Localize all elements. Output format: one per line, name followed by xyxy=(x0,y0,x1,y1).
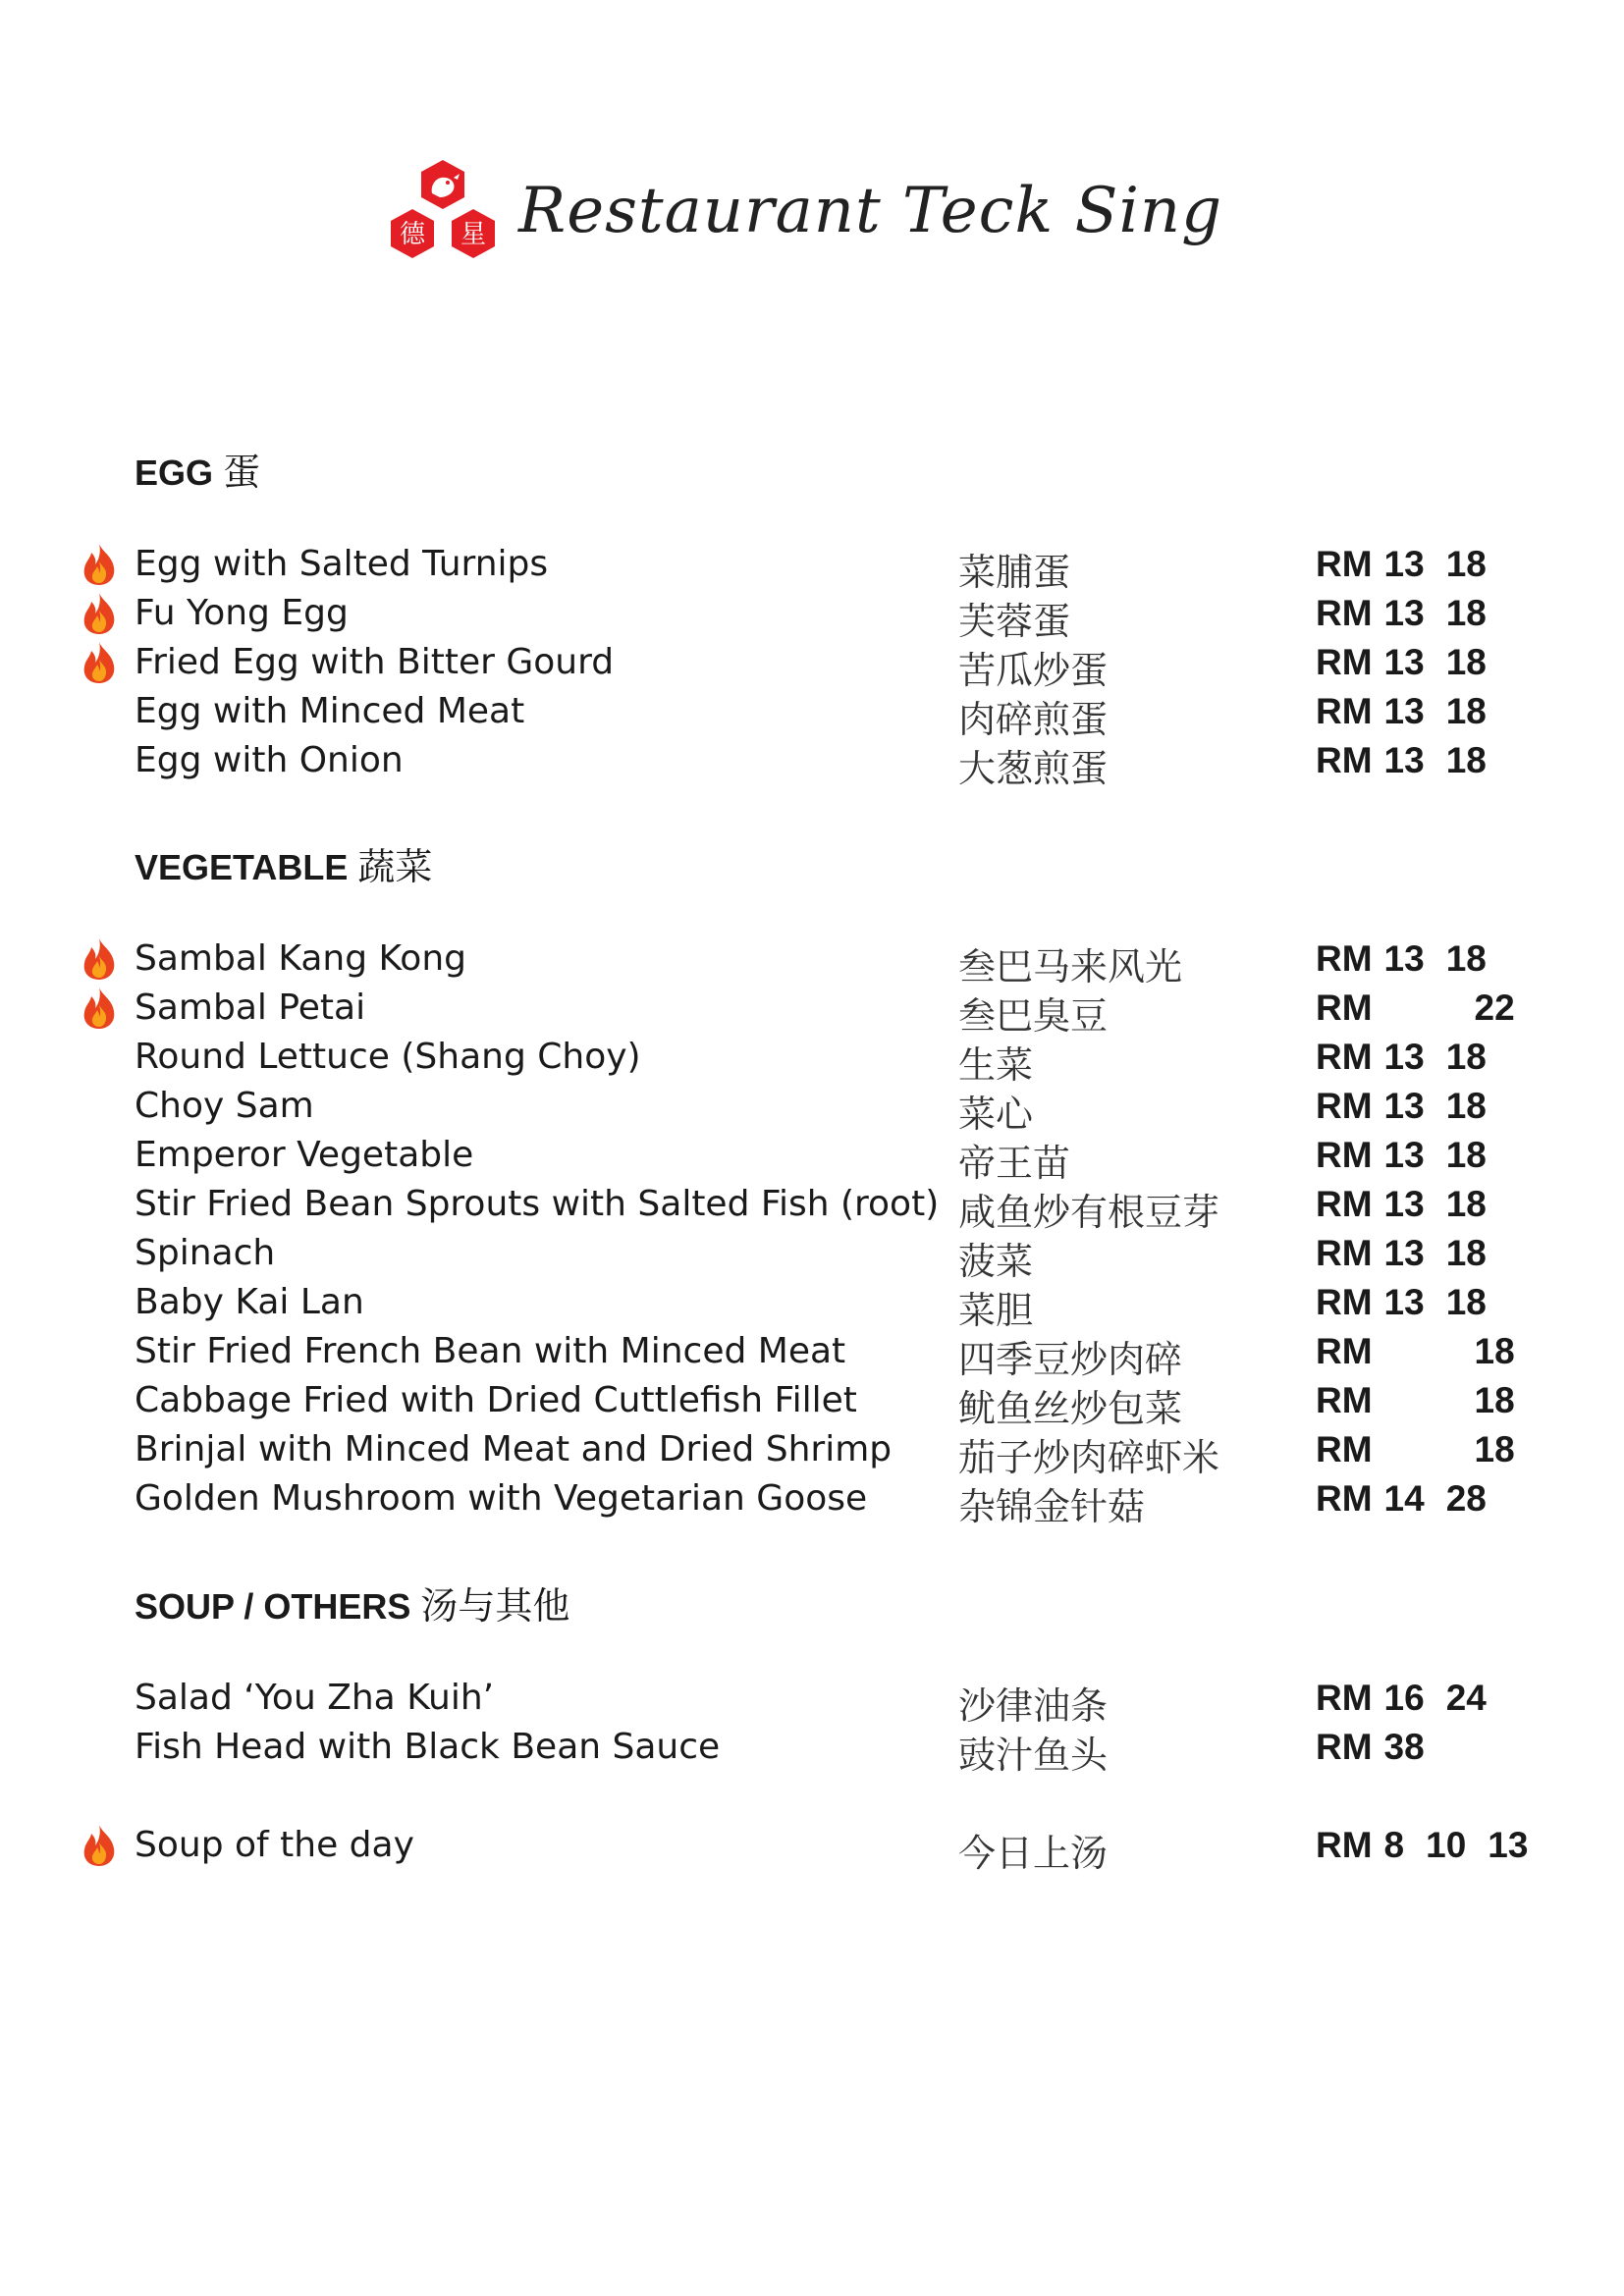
price-value: 13 xyxy=(1383,740,1425,780)
price-value: 13 xyxy=(1383,1135,1425,1175)
price-currency: RM xyxy=(1316,691,1373,731)
menu-item-price xyxy=(1316,1135,1487,1176)
menu-item-name: Brinjal with Minced Meat and Dried Shrimp xyxy=(135,1429,893,1469)
price-value: 18 xyxy=(1445,1184,1487,1224)
menu-item-chinese-name: 鱿鱼丝炒包菜 xyxy=(958,1387,1183,1430)
menu-item-chinese-name: 杂锦金针菇 xyxy=(958,1485,1146,1528)
menu-item xyxy=(0,687,1624,741)
menu-item xyxy=(0,1723,1624,1777)
price-value: 13 xyxy=(1383,691,1425,731)
price-currency: RM xyxy=(1316,1282,1373,1322)
menu-item-chinese-name: 茄子炒肉碎虾米 xyxy=(958,1436,1220,1479)
price-value: 18 xyxy=(1445,1086,1487,1126)
flame-icon xyxy=(79,591,120,636)
price-value: 13 xyxy=(1383,1282,1425,1322)
menu-item-name: Sambal Petai xyxy=(135,988,366,1028)
price-currency: RM xyxy=(1316,1233,1373,1273)
restaurant-name: Restaurant Teck Sing xyxy=(518,175,1223,247)
menu-item xyxy=(0,1180,1624,1234)
menu-item-chinese-name: 叁巴臭豆 xyxy=(958,994,1109,1038)
price-value: 18 xyxy=(1474,1380,1515,1420)
menu-item-price xyxy=(1316,1380,1515,1421)
menu-item-chinese-name: 大葱煎蛋 xyxy=(958,747,1109,790)
menu-item xyxy=(0,1082,1624,1136)
menu-item xyxy=(0,1821,1624,1875)
price-currency: RM xyxy=(1316,544,1373,584)
flame-icon xyxy=(79,986,120,1031)
menu-item-name: Salad ‘You Zha Kuih’ xyxy=(135,1678,495,1718)
menu-item xyxy=(0,934,1624,988)
menu-item xyxy=(0,1425,1624,1479)
section-title-text: EGG xyxy=(135,453,214,493)
price-currency: RM xyxy=(1316,1086,1373,1126)
menu-item-chinese-name: 帝王苗 xyxy=(958,1142,1071,1185)
menu-item-price xyxy=(1316,1233,1487,1274)
menu-item-chinese-name: 肉碎煎蛋 xyxy=(958,698,1109,741)
menu-item-name: Egg with Salted Turnips xyxy=(135,544,549,584)
menu-item-chinese-name: 咸鱼炒有根豆芽 xyxy=(958,1191,1220,1234)
menu-item-price xyxy=(1316,988,1515,1029)
price-currency: RM xyxy=(1316,1429,1373,1469)
section-title-text: SOUP / OTHERS xyxy=(135,1586,411,1627)
price-value: 13 xyxy=(1383,593,1425,633)
menu-item-chinese-name: 菜胆 xyxy=(958,1289,1034,1332)
menu-item-price xyxy=(1316,544,1487,585)
price-value: 18 xyxy=(1445,1135,1487,1175)
menu-item-chinese-name: 菠菜 xyxy=(958,1240,1034,1283)
price-value: 18 xyxy=(1474,1331,1515,1371)
menu-item xyxy=(0,736,1624,790)
price-currency: RM xyxy=(1316,740,1373,780)
menu-item xyxy=(0,1131,1624,1185)
price-currency: RM xyxy=(1316,1825,1373,1865)
price-value: 18 xyxy=(1445,1233,1487,1273)
restaurant-header xyxy=(383,157,1222,265)
price-currency: RM xyxy=(1316,938,1373,979)
menu-item-chinese-name: 沙律油条 xyxy=(958,1684,1109,1728)
menu-item-price xyxy=(1316,1825,1528,1866)
price-value: 22 xyxy=(1474,988,1515,1028)
price-currency: RM xyxy=(1316,1478,1373,1519)
menu-item-price xyxy=(1316,1184,1487,1225)
menu-item-name: Stir Fried Bean Sprouts with Salted Fish (root) xyxy=(135,1184,940,1224)
menu-item-price xyxy=(1316,1037,1487,1078)
menu-item xyxy=(0,1033,1624,1087)
price-value: 13 xyxy=(1383,1037,1425,1077)
logo-char-left: 德 xyxy=(399,220,426,249)
price-currency: RM xyxy=(1316,1331,1373,1371)
menu-item-name: Cabbage Fried with Dried Cuttlefish Fillet xyxy=(135,1380,857,1420)
price-value: 28 xyxy=(1445,1478,1487,1519)
menu-item-chinese-name: 芙蓉蛋 xyxy=(958,600,1071,643)
price-value: 8 xyxy=(1383,1825,1405,1865)
price-value: 13 xyxy=(1383,1184,1425,1224)
menu-item xyxy=(0,540,1624,594)
menu-item-name: Round Lettuce (Shang Choy) xyxy=(135,1037,641,1077)
menu-item-name: Fish Head with Black Bean Sauce xyxy=(135,1727,721,1767)
menu-item-name: Spinach xyxy=(135,1233,276,1273)
menu-item-price xyxy=(1316,1478,1487,1520)
menu-item-chinese-name: 菜心 xyxy=(958,1093,1034,1136)
section-title-zh: 蛋 xyxy=(223,451,261,494)
menu-item-name: Egg with Onion xyxy=(135,740,404,780)
section-title-zh: 汤与其他 xyxy=(420,1584,570,1628)
price-currency: RM xyxy=(1316,642,1373,682)
price-value: 18 xyxy=(1445,1037,1487,1077)
menu-item xyxy=(0,1474,1624,1528)
price-value: 13 xyxy=(1383,642,1425,682)
menu-item-price xyxy=(1316,1678,1487,1719)
menu-item-name: Baby Kai Lan xyxy=(135,1282,364,1322)
menu-item-name: Choy Sam xyxy=(135,1086,314,1126)
menu-item-chinese-name: 叁巴马来风光 xyxy=(958,945,1183,988)
price-currency: RM xyxy=(1316,1678,1373,1718)
menu-item-chinese-name: 生菜 xyxy=(958,1043,1034,1087)
price-value: 38 xyxy=(1383,1727,1425,1767)
price-value: 18 xyxy=(1445,938,1487,979)
menu-item-chinese-name: 四季豆炒肉碎 xyxy=(958,1338,1183,1381)
menu-item-chinese-name: 今日上汤 xyxy=(958,1832,1109,1875)
menu-item-price xyxy=(1316,1429,1515,1470)
logo-char-right: 星 xyxy=(460,220,487,249)
price-value: 16 xyxy=(1383,1678,1425,1718)
menu-item-name: Fu Yong Egg xyxy=(135,593,349,633)
menu-item-price xyxy=(1316,1727,1425,1768)
price-value: 18 xyxy=(1445,740,1487,780)
price-value: 18 xyxy=(1445,544,1487,584)
section-title-text: VEGETABLE xyxy=(135,847,349,887)
menu-item xyxy=(0,1327,1624,1381)
menu-item-price xyxy=(1316,691,1487,732)
menu-item-name: Sambal Kang Kong xyxy=(135,938,466,979)
menu-item xyxy=(0,638,1624,692)
menu-item-chinese-name: 菜脯蛋 xyxy=(958,551,1071,594)
menu-item-name: Fried Egg with Bitter Gourd xyxy=(135,642,615,682)
menu-item-chinese-name: 苦瓜炒蛋 xyxy=(958,649,1109,692)
price-currency: RM xyxy=(1316,1135,1373,1175)
menu-item-price xyxy=(1316,593,1487,634)
price-currency: RM xyxy=(1316,1037,1373,1077)
price-value: 13 xyxy=(1383,938,1425,979)
menu-item xyxy=(0,984,1624,1038)
price-currency: RM xyxy=(1316,988,1373,1028)
price-value: 18 xyxy=(1445,1282,1487,1322)
flame-icon xyxy=(79,936,120,982)
section-title-egg xyxy=(135,442,260,496)
section-title-vegetable xyxy=(135,836,432,890)
price-currency: RM xyxy=(1316,1380,1373,1420)
menu-item-price xyxy=(1316,938,1487,980)
menu-item-price xyxy=(1316,642,1487,683)
menu-item-chinese-name: 豉汁鱼头 xyxy=(958,1734,1109,1777)
price-value: 14 xyxy=(1383,1478,1425,1519)
menu-item-price xyxy=(1316,740,1487,781)
price-value: 10 xyxy=(1426,1825,1467,1865)
price-currency: RM xyxy=(1316,1184,1373,1224)
price-value: 18 xyxy=(1474,1429,1515,1469)
menu-item-name: Stir Fried French Bean with Minced Meat xyxy=(135,1331,846,1371)
menu-item-price xyxy=(1316,1086,1487,1127)
price-value: 13 xyxy=(1383,544,1425,584)
teck-sing-logo-icon xyxy=(383,158,503,264)
price-value: 13 xyxy=(1488,1825,1529,1865)
price-currency: RM xyxy=(1316,1727,1373,1767)
flame-icon xyxy=(79,1823,120,1868)
price-value: 13 xyxy=(1383,1086,1425,1126)
menu-item-price xyxy=(1316,1331,1515,1372)
menu-item-price xyxy=(1316,1282,1487,1323)
menu-item xyxy=(0,1674,1624,1728)
price-value: 18 xyxy=(1445,593,1487,633)
menu-item-name: Golden Mushroom with Vegetarian Goose xyxy=(135,1478,868,1519)
section-title-soup-others xyxy=(135,1575,569,1629)
flame-icon xyxy=(79,542,120,587)
menu-item-name: Emperor Vegetable xyxy=(135,1135,474,1175)
menu-item-name: Egg with Minced Meat xyxy=(135,691,525,731)
menu-item xyxy=(0,1376,1624,1430)
menu-item xyxy=(0,1278,1624,1332)
menu-item xyxy=(0,1229,1624,1283)
section-title-zh: 蔬菜 xyxy=(357,845,433,888)
price-value: 13 xyxy=(1383,1233,1425,1273)
price-value: 18 xyxy=(1445,691,1487,731)
flame-icon xyxy=(79,640,120,685)
price-value: 24 xyxy=(1445,1678,1487,1718)
price-value: 18 xyxy=(1445,642,1487,682)
price-currency: RM xyxy=(1316,593,1373,633)
menu-item-name: Soup of the day xyxy=(135,1825,414,1865)
menu-item xyxy=(0,589,1624,643)
